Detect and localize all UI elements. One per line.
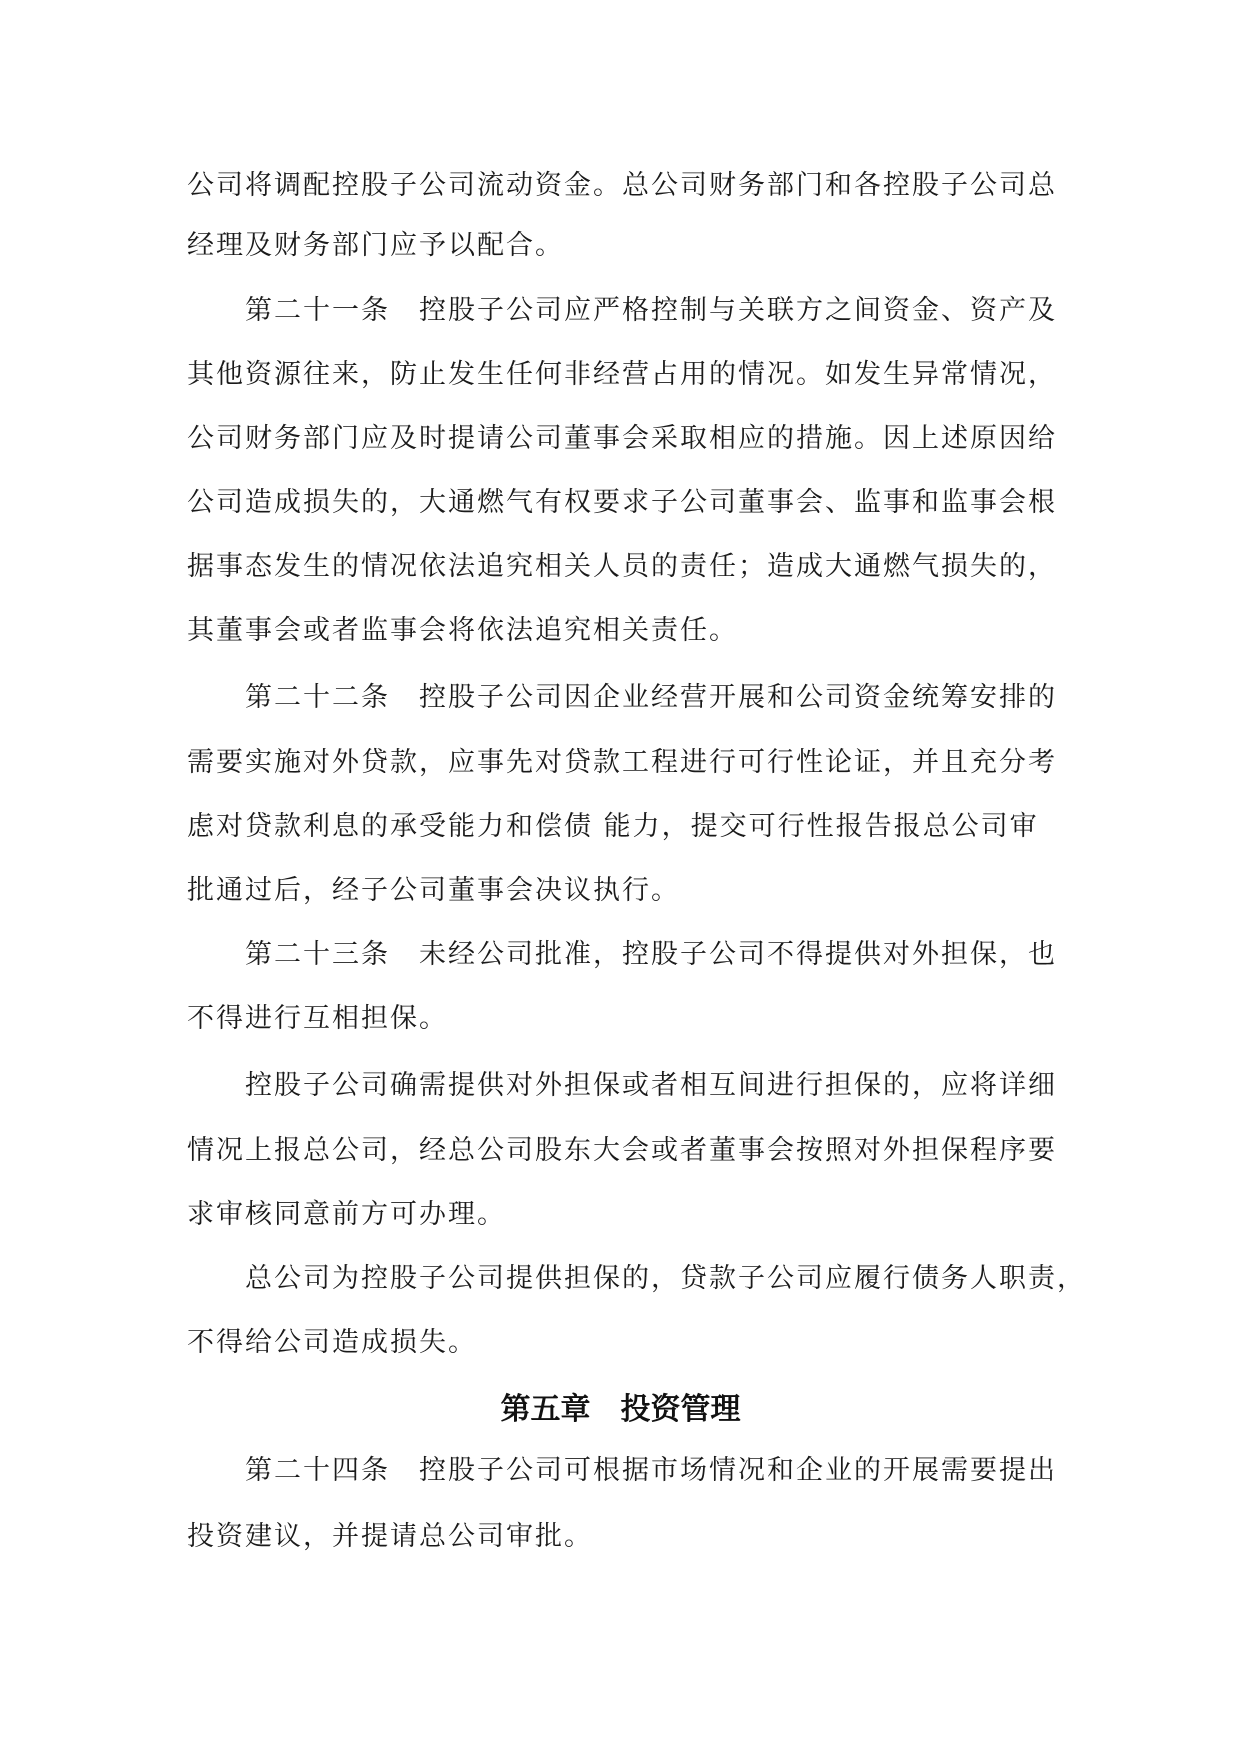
text-line: 不得给公司造成损失。: [187, 1327, 477, 1358]
text-line: 控股子公司确需提供对外担保或者相互间进行担保的，应将详细: [187, 1070, 1057, 1101]
text-line: 第二十二条 控股子公司因企业经营开展和公司资金统筹安排的: [187, 682, 1057, 713]
text-line: 第二十一条 控股子公司应严格控制与关联方之间资金、资产及: [187, 295, 1057, 326]
text-line: 公司财务部门应及时提请公司董事会采取相应的措施。因上述原因给: [187, 423, 1057, 454]
text-line: 总公司为控股子公司提供担保的，贷款子公司应履行债务人职责，: [187, 1263, 1086, 1294]
text-line: 第二十三条 未经公司批准，控股子公司不得提供对外担保，也: [187, 939, 1057, 970]
text-line: 投资建议，并提请总公司审批。: [187, 1521, 593, 1552]
text-line: 虑对贷款利息的承受能力和偿债 能力，提交可行性报告报总公司审: [187, 811, 1039, 842]
text-line: 情况上报总公司，经总公司股东大会或者董事会按照对外担保程序要: [187, 1135, 1057, 1166]
text-line: 批通过后，经子公司董事会决议执行。: [187, 875, 680, 906]
text-line: 据事态发生的情况依法追究相关人员的责任；造成大通燃气损失的，: [187, 551, 1057, 582]
text-line: 第二十四条 控股子公司可根据市场情况和企业的开展需要提出: [187, 1455, 1057, 1486]
text-line: 其董事会或者监事会将依法追究相关责任。: [187, 615, 738, 646]
text-line: 其他资源往来，防止发生任何非经营占用的情况。如发生异常情况，: [187, 359, 1057, 390]
text-line: 经理及财务部门应予以配合。: [187, 230, 564, 261]
text-line: 不得进行互相担保。: [187, 1003, 448, 1034]
text-line: 公司造成损失的，大通燃气有权要求子公司董事会、监事和监事会根: [187, 487, 1057, 518]
text-line: 需要实施对外贷款，应事先对贷款工程进行可行性论证，并且充分考: [187, 747, 1057, 778]
text-line: 公司将调配控股子公司流动资金。总公司财务部门和各控股子公司总: [187, 170, 1057, 201]
chapter-heading: 第五章 投资管理: [500, 1392, 741, 1427]
text-line: 求审核同意前方可办理。: [187, 1199, 506, 1230]
